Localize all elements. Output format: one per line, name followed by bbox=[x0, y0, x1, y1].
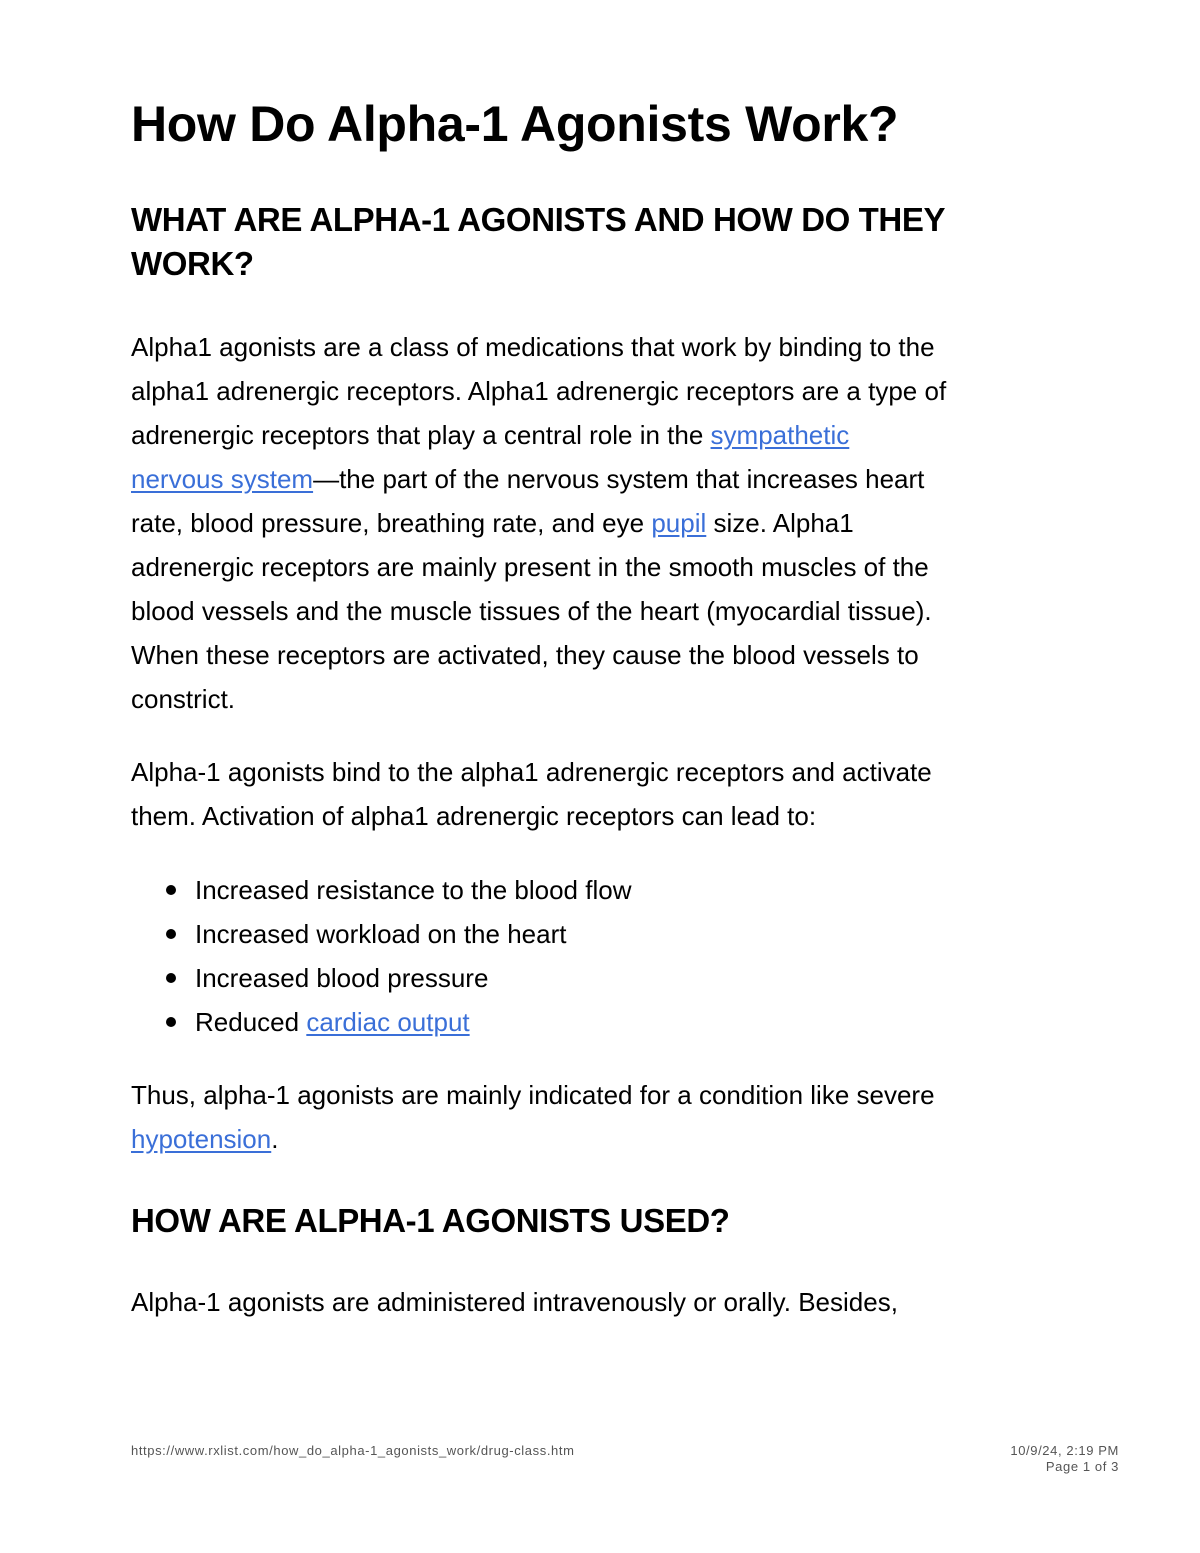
paragraph-line: Alpha-1 agonists bind to the alpha1 adrenergic receptors and activate bbox=[131, 757, 932, 787]
footer-url: https://www.rxlist.com/how_do_alpha-1_agonists_work/drug-class.htm bbox=[131, 1443, 575, 1458]
footer-page-number: Page 1 of 3 bbox=[1045, 1459, 1119, 1474]
list-item-text: Reduced bbox=[195, 1007, 307, 1037]
list-item-text: Increased resistance to the blood flow bbox=[195, 875, 632, 905]
administration-paragraph bbox=[131, 1280, 1076, 1324]
cardiac-output-link[interactable]: cardiac output bbox=[306, 1007, 470, 1037]
section-heading-what-are bbox=[131, 198, 1071, 286]
paragraph-line bbox=[131, 413, 1076, 457]
list-item bbox=[131, 1000, 631, 1044]
paragraph-line: Thus, alpha-1 agonists are mainly indicated for a condition like severe bbox=[131, 1080, 935, 1110]
paragraph-line: Alpha-1 agonists are administered intravenously or orally. Besides, bbox=[131, 1287, 898, 1317]
activation-paragraph bbox=[131, 750, 1076, 838]
hypotension-link[interactable]: hypotension bbox=[131, 1124, 272, 1154]
paragraph-line: Alpha1 agonists are a class of medications that work by binding to the bbox=[131, 332, 935, 362]
list-item-text: Increased workload on the heart bbox=[195, 919, 567, 949]
bullet-icon bbox=[166, 885, 176, 895]
bullet-icon bbox=[166, 929, 176, 939]
paragraph-line: alpha1 adrenergic receptors. Alpha1 adrenergic receptors are a type of bbox=[131, 376, 947, 406]
text-run: . bbox=[271, 1124, 279, 1154]
bullet-icon bbox=[166, 973, 176, 983]
text-run: rate, blood pressure, breathing rate, and eye bbox=[131, 508, 652, 538]
sympathetic-nervous-system-link[interactable]: sympathetic bbox=[710, 420, 850, 450]
text-run: —the part of the nervous system that increases heart bbox=[313, 464, 925, 494]
paragraph-line bbox=[131, 501, 1076, 545]
paragraph-line: blood vessels and the muscle tissues of the heart (myocardial tissue). bbox=[131, 596, 932, 626]
heading-line: WHAT ARE ALPHA-1 AGONISTS AND HOW DO THEY bbox=[131, 201, 946, 238]
bullet-icon bbox=[166, 1017, 176, 1027]
paragraph-line: adrenergic receptors are mainly present in the smooth muscles of the bbox=[131, 552, 929, 582]
text-run: size. Alpha1 bbox=[706, 508, 854, 538]
footer-datetime: 10/9/24, 2:19 PM bbox=[1010, 1443, 1119, 1458]
paragraph-line: When these receptors are activated, they cause the blood vessels to bbox=[131, 640, 919, 670]
paragraph-line: constrict. bbox=[131, 684, 236, 714]
paragraph-line: them. Activation of alpha1 adrenergic receptors can lead to: bbox=[131, 801, 817, 831]
sympathetic-nervous-system-link-continued[interactable]: nervous system bbox=[131, 464, 314, 494]
effects-list bbox=[131, 868, 631, 1044]
section-heading-how-used: HOW ARE ALPHA-1 AGONISTS USED? bbox=[131, 1202, 730, 1239]
intro-paragraph bbox=[131, 325, 1076, 721]
list-item bbox=[131, 956, 631, 1000]
pupil-link[interactable]: pupil bbox=[651, 508, 707, 538]
indication-paragraph bbox=[131, 1073, 1076, 1161]
list-item bbox=[131, 912, 631, 956]
paragraph-line bbox=[131, 457, 1076, 501]
text-run: adrenergic receptors that play a central role in the bbox=[131, 420, 711, 450]
list-item bbox=[131, 868, 631, 912]
paragraph-line bbox=[131, 1117, 1076, 1161]
page-title: How Do Alpha-1 Agonists Work? bbox=[131, 96, 899, 152]
heading-line: WORK? bbox=[131, 245, 254, 282]
list-item-text: Increased blood pressure bbox=[195, 963, 489, 993]
